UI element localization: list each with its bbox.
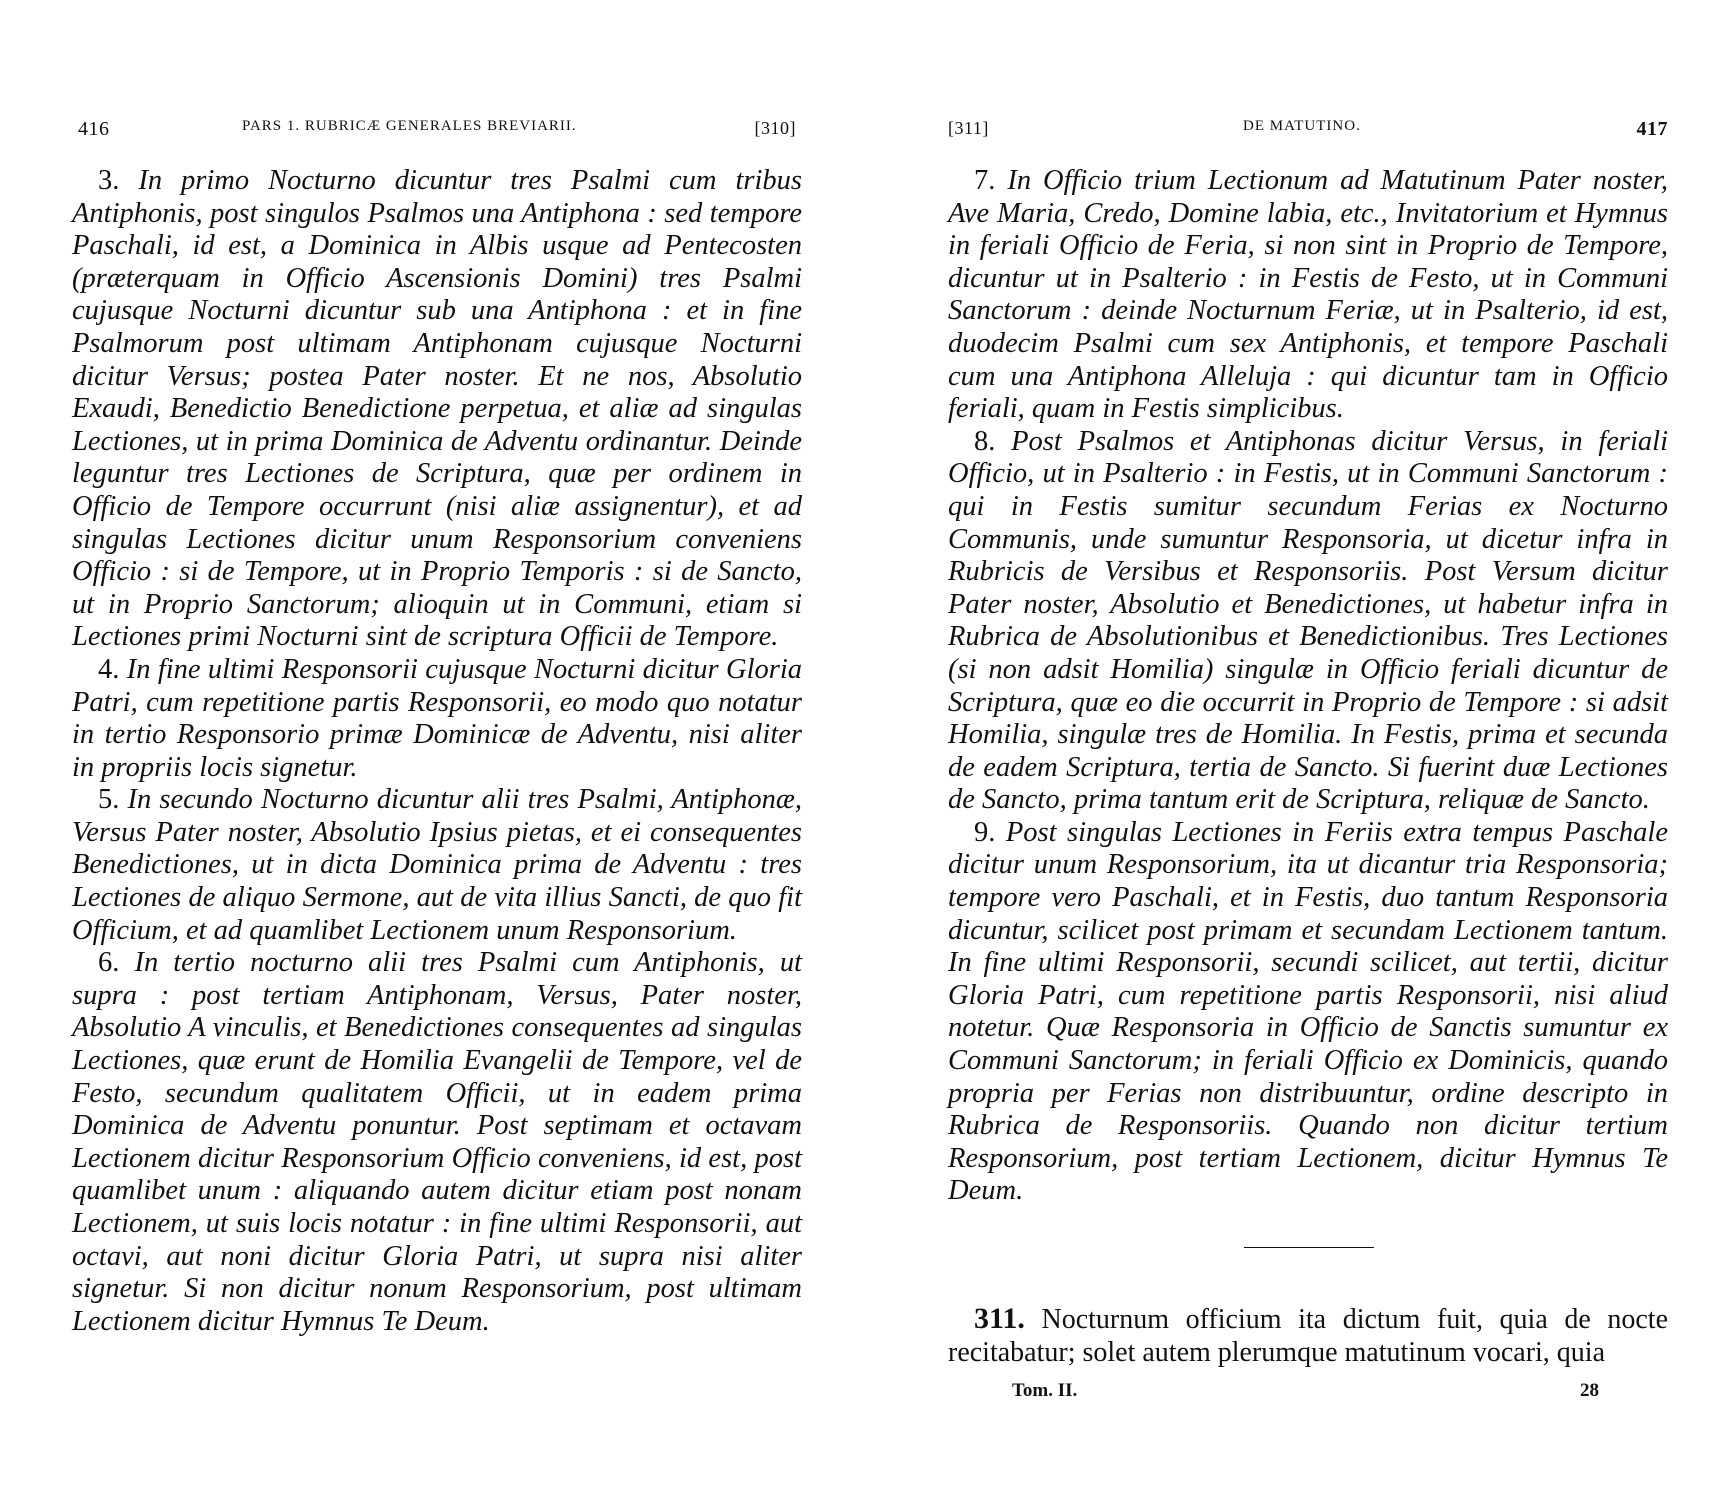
paragraph-text: In Officio trium Lectionum ad Matutinum Pater noster, Ave Maria, Credo, Domine labia, etc., Invitatorium et Hymnus in feriali Officio de Feria, si non sint in Proprio de Tempore, dicuntur ut in Psalterio : in Festis de Festo, ut in Communi Sanctorum : deinde Nocturnum Feriæ, ut in Psalterio, id est, duodecim Psalmi cum sex Antiphonis, et tempore Paschali cum una Antiphona Alleluja : qui dicuntur tam in Officio feriali, quam in Festis simplicibus. (948, 165, 1669, 425)
paragraph-8 (948, 426, 1668, 817)
section-311-paragraph (948, 1302, 1668, 1369)
section-divider (1244, 1247, 1374, 1248)
running-title: DE MATUTINO. (1243, 118, 1361, 134)
paragraph-6 (72, 947, 802, 1338)
section-marker: [311] (948, 118, 989, 138)
paragraph-text: In fine ultimi Responsorii cujusque Nocturni dicitur Gloria Patri, cum repetitione partis Responsorii, eo modo quo notatur in tertio Responsorio primæ Dominicæ de Adventu, nisi aliter in propriis locis signetur. (72, 653, 802, 783)
right-body (948, 165, 1668, 1208)
page-number: 417 (1636, 118, 1668, 140)
paragraph-text: In secundo Nocturno dicuntur alii tres Psalmi, Antiphonæ, Versus Pater noster, Absolutio Ipsius pietas, et ei consequentes Benedictiones, ut in dicta Dominica prima de Adventu : tres Lectiones de aliquo Sermone, aut de vita illius Sancti, de quo fit Officium, et ad quamlibet Lectionem unum Responsorium. (72, 784, 803, 946)
section-marker: [310] (754, 118, 796, 138)
paragraph-9 (948, 817, 1668, 1208)
paragraph-number: 3. (98, 165, 120, 196)
paragraph-number: 7. (974, 165, 996, 196)
paragraph-text: Post singulas Lectiones in Feriis extra tempus Paschale dicitur unum Responsorium, ita ut dicantur tria Responsoria; tempore vero Paschali, et in Festis, duo tantum Responsoria dicuntur, scilicet post primam et secundam Lectionem tantum. In fine ultimi Responsorii, secundi scilicet, aut tertii, dicitur Gloria Patri, cum repetitione partis Responsorii, nisi aliud notetur. Quæ Responsoria in Officio de Sanctis sumuntur ex Communi Sanctorum; in feriali Officio ex Dominicis, quando propria per Ferias non distribuuntur, ordine descripto in Rubrica de Responsoriis. Quando non dicitur tertium Responsorium, post tertiam Lectionem, dicitur Hymnus Te Deum. (948, 816, 1668, 1207)
paragraph-text: Post Psalmos et Antiphonas dicitur Versus, in feriali Officio, ut in Psalterio : in Festis, ut in Communi Sanctorum : qui in Festis sumitur secundum Ferias ex Nocturno Communis, unde sumuntur Responsoria, ut dicetur infra in Rubricis de Versibus et Responsoriis. Post Versum dicitur Pater noster, Absolutio et Benedictiones, ut habetur infra in Rubrica de Absolutionibus et Benedictionibus. Tres Lectiones (si non adsit Homilia) singulæ in Officio feriali dicuntur de Scriptura, quæ eo die occurrit in Proprio de Tempore : si adsit Homilia, singulæ tres de Homilia. In Festis, prima et secunda de eadem Scriptura, tertia de Sancto. Si fuerint duæ Lectiones de Sancto, prima tantum erit de Scriptura, reliquæ de Sancto. (948, 425, 1668, 816)
paragraph-5 (72, 784, 802, 947)
page-number: 416 (78, 118, 110, 140)
running-head-left (72, 118, 802, 148)
paragraph-4 (72, 654, 802, 784)
fold-number: 28 (1580, 1380, 1599, 1401)
volume-signature: Tom. II. (1012, 1380, 1078, 1401)
running-title: PARS 1. RUBRICÆ GENERALES BREVIARII. (242, 118, 577, 134)
paragraph-number: 8. (974, 425, 996, 457)
paragraph-text: In tertio nocturno alii tres Psalmi cum Antiphonis, ut supra : post tertiam Antiphonam, Versus, Pater noster, Absolutio A vinculis, et Benedictiones consequentes ad singulas Lectiones, quæ erunt de Homilia Evangelii de Tempore, vel de Festo, secundum qualitatem Officii, ut in eadem prima Dominica de Adventu ponuntur. Post septimam et octavam Lectionem dicitur Responsorium Officio conveniens, id est, post quamlibet unum : aliquando autem dicitur etiam post nonam Lectionem, ut suis locis notatur : in fine ultimi Responsorii, aut octavi, aut noni dicitur Gloria Patri, ut supra nisi aliter signetur. Si non dicitur nonum Responsorium, post ultimam Lectionem dicitur Hymnus Te Deum. (72, 947, 803, 1337)
running-head-right (948, 118, 1668, 148)
section-number: 311. (974, 1302, 1025, 1335)
page-footer (948, 1380, 1668, 1410)
paragraph-text: In primo Nocturno dicuntur tres Psalmi cum tribus Antiphonis, post singulos Psalmos una Antiphona : sed tempore Paschali, id est, a Dominica in Albis usque ad Pentecosten (præterquam in Officio Ascensionis Domini) tres Psalmi cujusque Nocturni dicuntur sub una Antiphona : et in fine Psalmorum post ultimam Antiphonam cujusque Nocturni dicitur Versus; postea Pater noster. Et ne nos, Absolutio Exaudi, Benedictio Benedictione perpetua, et aliæ ad singulas Lectiones, ut in prima Dominica de Adventu ordinantur. Deinde leguntur tres Lectiones de Scriptura, quæ per ordinem in Officio de Tempore occurrunt (nisi aliæ assignentur), et ad singulas Lectiones dicitur unum Responsorium conveniens Officio : si de Tempore, ut in Proprio Temporis : si de Sancto, ut in Proprio Sanctorum; alioquin ut in Communi, etiam si Lectiones primi Nocturni sint de scriptura Officii de Tempore. (72, 165, 802, 653)
section-text: Nocturnum officium ita dictum fuit, quia de nocte recitabatur; solet autem plerumque matutinum vocari, quia (948, 1304, 1669, 1368)
paragraph-number: 5. (98, 784, 120, 816)
paragraph-3 (72, 165, 802, 654)
paragraph-number: 6. (98, 947, 120, 979)
paragraph-7 (948, 165, 1668, 426)
paragraph-number: 4. (98, 653, 120, 685)
left-body (72, 165, 802, 1338)
paragraph-number: 9. (974, 816, 996, 848)
